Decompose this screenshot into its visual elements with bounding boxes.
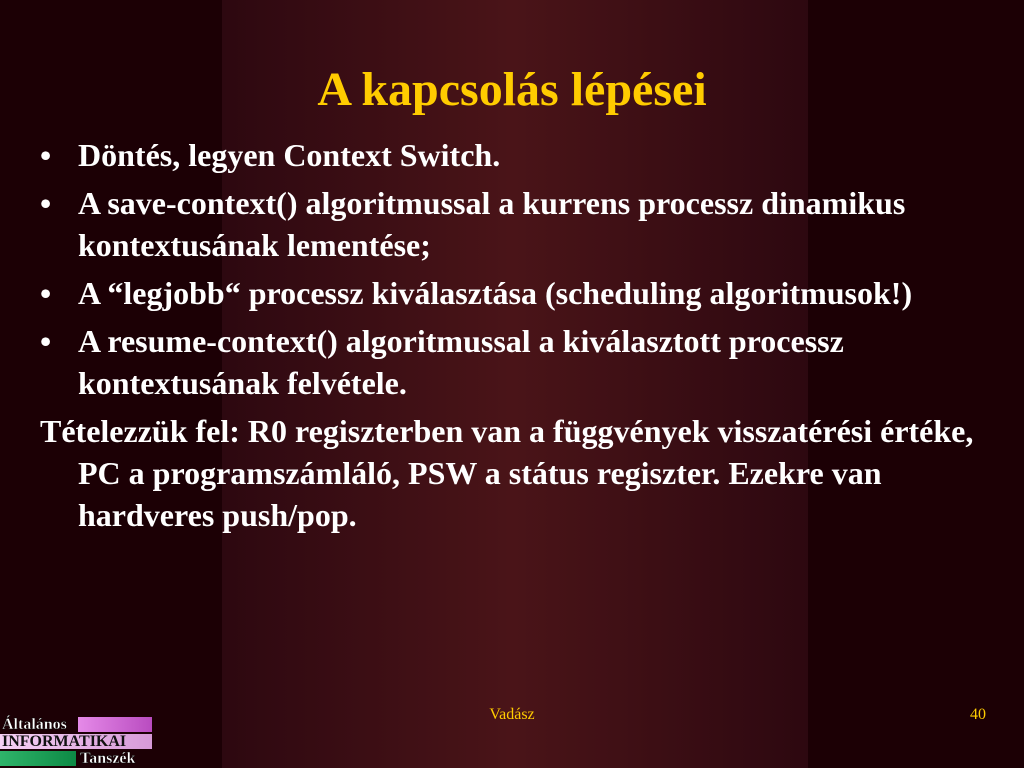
bullet-icon: • <box>40 137 52 173</box>
bullet-item <box>40 272 990 314</box>
footer-author: Vadász <box>489 706 535 723</box>
bullet-icon: • <box>40 323 52 359</box>
logo-bar-green <box>0 751 76 766</box>
department-logo <box>0 716 154 768</box>
logo-line-2 <box>0 733 154 750</box>
slide-body <box>40 134 990 536</box>
page-number: 40 <box>970 706 986 723</box>
bullet-text: Döntés, legyen Context Switch. <box>78 137 501 173</box>
bullet-text: A save-context() algoritmussal a kurrens processz dinamikus kontextusának lementése; <box>78 185 906 263</box>
logo-line-3 <box>0 750 154 767</box>
slide-title: A kapcsolás lépései <box>317 63 707 117</box>
logo-text-3: Tanszék <box>80 750 136 767</box>
logo-bar-purple <box>78 717 152 732</box>
bullet-list <box>40 134 990 404</box>
logo-text-1: Általános <box>2 716 67 733</box>
assumption-paragraph: Tételezzük fel: R0 regiszterben van a függvények visszatérési értéke, PC a programszámláló, PSW a státus regiszter. Ezekre van hardveres push/pop. <box>40 413 974 533</box>
bullet-item <box>40 134 990 176</box>
bullet-item <box>40 320 990 404</box>
logo-text-2: INFORMATIKAI <box>2 733 127 750</box>
bullet-text: A resume-context() algoritmussal a kiválasztott processz kontextusának felvétele. <box>78 323 844 401</box>
bullet-icon: • <box>40 185 52 221</box>
logo-line-1 <box>0 716 154 733</box>
bullet-text: A “legjobb“ processz kiválasztása (scheduling algoritmusok!) <box>78 275 913 311</box>
bullet-icon: • <box>40 275 52 311</box>
bullet-item <box>40 182 990 266</box>
